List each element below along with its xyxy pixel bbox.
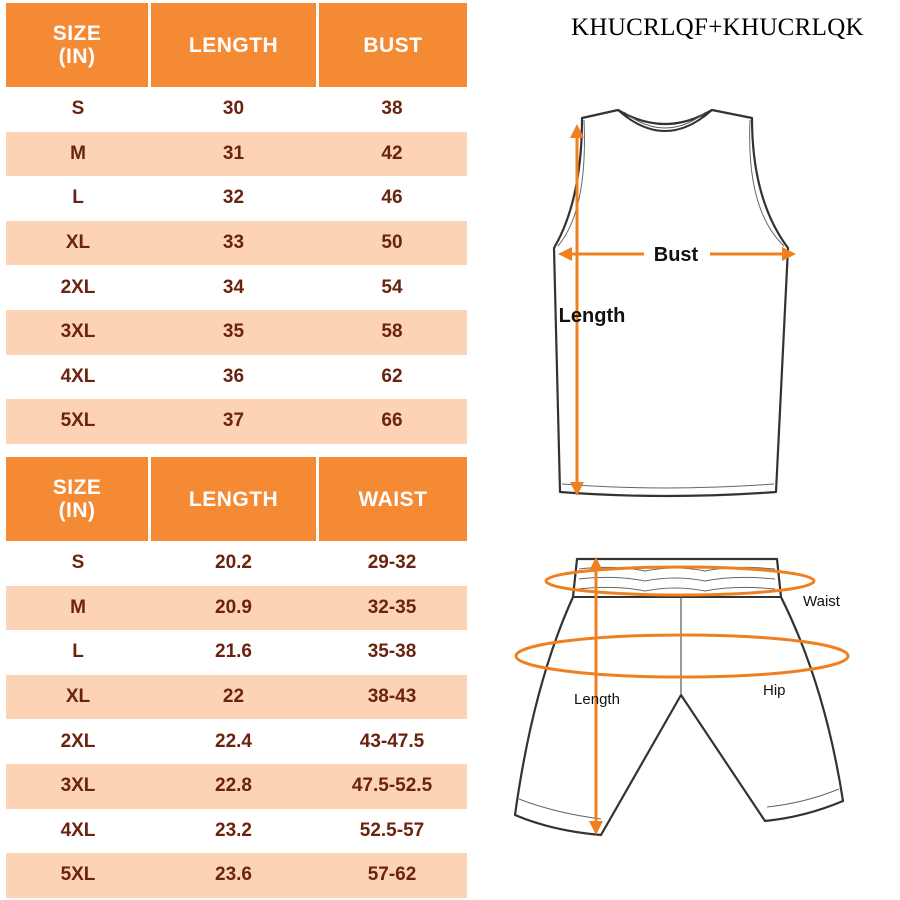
bust-cell: 54 [381, 276, 403, 298]
table-row [6, 809, 467, 854]
size-cell: 2XL [60, 730, 96, 752]
table-row [6, 310, 467, 355]
waist-cell: 29-32 [367, 552, 417, 574]
table-row [6, 853, 467, 898]
top-size-table [6, 3, 467, 444]
bust-cell: 62 [381, 365, 403, 387]
bottom-table-body [6, 541, 467, 898]
waist-cell: 43-47.5 [359, 730, 425, 752]
bust-cell: 50 [381, 232, 403, 254]
bust-cell: 58 [381, 321, 403, 343]
tank-top-diagram [540, 100, 810, 500]
waist-cell: 32-35 [367, 596, 417, 618]
table-row [6, 176, 467, 221]
bottom-size-table [6, 457, 467, 898]
length-cell: 22.8 [215, 775, 252, 797]
table-row [6, 399, 467, 444]
shorts-diagram [505, 545, 865, 845]
size-cell: 5XL [60, 410, 96, 432]
length-cell: 22.4 [215, 730, 252, 752]
size-cell: XL [65, 232, 91, 254]
hip-label: Hip [763, 682, 786, 699]
table-row [6, 87, 467, 132]
header-length: LENGTH [151, 3, 316, 87]
table-row [6, 764, 467, 809]
bottom-table-header [6, 457, 467, 541]
table-row [6, 355, 467, 400]
bust-cell: 66 [381, 410, 403, 432]
length-cell: 36 [222, 365, 245, 387]
length-cell: 23.6 [215, 864, 252, 886]
length-cell: 21.6 [215, 641, 252, 663]
size-cell: 3XL [60, 321, 96, 343]
size-cell: 4XL [60, 819, 96, 841]
header-bust: BUST [319, 3, 467, 87]
top-table-header [6, 3, 467, 87]
length-label: Length [558, 305, 626, 327]
length-cell: 35 [222, 321, 245, 343]
table-row [6, 719, 467, 764]
table-row [6, 586, 467, 631]
length-cell: 34 [222, 276, 245, 298]
table-row [6, 265, 467, 310]
size-cell: 3XL [60, 775, 96, 797]
header-size: SIZE (IN) [6, 3, 148, 87]
table-row [6, 630, 467, 675]
length-cell: 31 [222, 142, 245, 164]
size-cell: XL [65, 686, 91, 708]
bust-label: Bust [653, 244, 699, 266]
shorts-outline [515, 559, 843, 835]
length-cell: 20.9 [215, 596, 252, 618]
length-cell: 33 [222, 232, 245, 254]
waist-label: Waist [803, 593, 840, 610]
table-row [6, 132, 467, 177]
bust-cell: 46 [381, 187, 403, 209]
waist-cell: 38-43 [367, 686, 417, 708]
length-cell: 20.2 [215, 552, 252, 574]
shorts-length-label: Length [574, 691, 620, 708]
size-cell: 5XL [60, 864, 96, 886]
top-table-body [6, 87, 467, 444]
length-cell: 37 [222, 410, 245, 432]
product-code: KHUCRLQF+KHUCRLQK [571, 14, 864, 41]
size-cell: M [70, 142, 86, 164]
table-row [6, 675, 467, 720]
waist-cell: 47.5-52.5 [351, 775, 433, 797]
length-cell: 30 [222, 98, 245, 120]
waist-cell: 52.5-57 [359, 819, 425, 841]
bust-cell: 42 [381, 142, 403, 164]
table-row [6, 541, 467, 586]
header-length: LENGTH [151, 457, 316, 541]
waist-cell: 35-38 [367, 641, 417, 663]
table-row [6, 221, 467, 266]
length-cell: 32 [222, 187, 245, 209]
size-cell: 4XL [60, 365, 96, 387]
header-waist: WAIST [319, 457, 467, 541]
size-cell: L [72, 641, 84, 663]
size-cell: S [71, 98, 85, 120]
size-cell: S [71, 552, 85, 574]
bust-cell: 38 [381, 98, 403, 120]
size-cell: 2XL [60, 276, 96, 298]
size-cell: L [72, 187, 84, 209]
length-cell: 23.2 [215, 819, 252, 841]
tank-top-outline [554, 110, 788, 496]
length-cell: 22 [222, 686, 245, 708]
header-size: SIZE (IN) [6, 457, 148, 541]
size-cell: M [70, 596, 86, 618]
waist-cell: 57-62 [367, 864, 417, 886]
